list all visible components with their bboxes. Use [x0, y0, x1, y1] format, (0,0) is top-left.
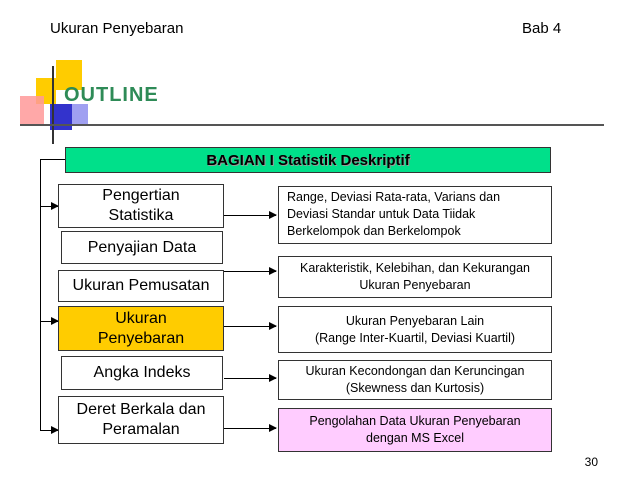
- right-item-line: Pengolahan Data Ukuran Penyebaran: [309, 414, 521, 429]
- left-item-label: Pengertian Statistika: [102, 187, 180, 224]
- arrow-to-right-1: [224, 215, 276, 216]
- arrow-to-right-4: [224, 378, 276, 379]
- left-item-label: Ukuran Penyebaran: [97, 309, 185, 347]
- arrow-to-item-6: [40, 430, 58, 431]
- slide-title: OUTLINE: [64, 84, 159, 106]
- left-item-label: Penyajian Data: [87, 238, 197, 256]
- right-item-karakteristik: [278, 256, 552, 298]
- right-item-line: (Range Inter-Kuartil, Deviasi Kuartil): [314, 330, 516, 345]
- page-number: 30: [584, 455, 598, 469]
- connector-top: [40, 159, 65, 160]
- arrow-to-right-5: [224, 428, 276, 429]
- title-divider: [20, 124, 604, 126]
- right-item-line: Karakteristik, Kelebihan, dan Kekurangan: [299, 261, 530, 276]
- right-item-line: (Skewness dan Kurtosis): [345, 381, 485, 395]
- right-item-line: Berkelompok dan Berkelompok: [287, 223, 461, 238]
- left-item-ukuran-pemusatan[interactable]: [58, 270, 224, 302]
- left-item-label: Deret Berkala dan Peramalan: [76, 401, 206, 438]
- right-item-ms-excel: [278, 408, 552, 452]
- right-item-ukuran-lain: [278, 306, 552, 353]
- left-item-deret-berkala[interactable]: [58, 396, 224, 444]
- left-item-angka-indeks[interactable]: [61, 356, 223, 390]
- right-item-line: Range, Deviasi Rata-rata, Varians dan: [287, 190, 501, 204]
- arrow-to-right-3: [224, 326, 276, 327]
- right-item-line: Ukuran Penyebaran Lain: [345, 313, 485, 328]
- right-item-line: dengan MS Excel: [366, 431, 464, 445]
- header-left-title: Ukuran Penyebaran: [50, 20, 184, 37]
- section-banner: BAGIAN I Statistik Deskriptif: [65, 147, 551, 173]
- arrow-to-item-1: [40, 206, 58, 207]
- left-item-label: Angka Indeks: [93, 364, 191, 381]
- right-item-kecondongan: [278, 360, 552, 400]
- arrow-to-right-2: [224, 271, 276, 272]
- right-item-range-deviasi: [278, 186, 552, 244]
- right-item-line: Ukuran Penyebaran: [359, 278, 471, 292]
- left-item-pengertian-statistika[interactable]: [58, 184, 224, 228]
- left-item-ukuran-penyebaran[interactable]: [58, 306, 224, 351]
- left-item-penyajian-data[interactable]: [61, 231, 223, 264]
- arrow-to-item-4: [40, 321, 58, 322]
- connector-vertical: [40, 159, 41, 431]
- header-right-title: Bab 4: [522, 20, 562, 37]
- right-item-line: Deviasi Standar untuk Data Tiidak: [287, 206, 476, 221]
- right-item-line: Ukuran Kecondongan dan Keruncingan: [305, 364, 525, 379]
- left-item-label: Ukuran Pemusatan: [72, 277, 210, 294]
